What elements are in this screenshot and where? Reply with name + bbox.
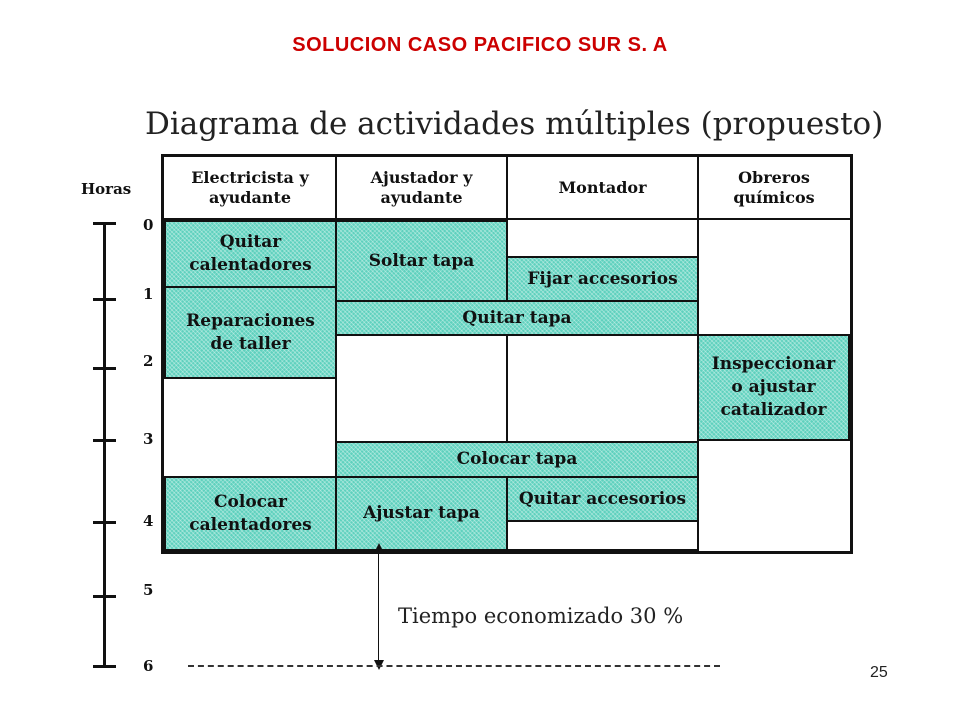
saved-time-label: Tiempo economizado 30 % xyxy=(398,604,684,628)
saved-time-arrow xyxy=(378,551,379,663)
time-tick xyxy=(93,367,116,370)
activity-soltar-tapa: Soltar tapa xyxy=(335,220,508,302)
hour-mark-0: 0 xyxy=(143,216,154,234)
activity-colocar-calentadores: Colocar calentadores xyxy=(164,476,337,551)
hour-mark-1: 1 xyxy=(143,285,154,303)
time-tick xyxy=(93,222,116,225)
hour-mark-3: 3 xyxy=(143,430,154,448)
time-tick xyxy=(93,521,116,524)
page-number: 25 xyxy=(870,664,888,681)
empty-cell xyxy=(506,520,699,551)
slide-title: SOLUCION CASO PACIFICO SUR S. A xyxy=(292,34,668,56)
time-tick xyxy=(93,595,116,598)
time-tick xyxy=(93,665,116,668)
column-header-obreros: Obreros químicos xyxy=(698,157,850,220)
hour-mark-6: 6 xyxy=(143,657,154,675)
activity-table xyxy=(161,154,853,554)
activity-quitar-accesorios: Quitar accesorios xyxy=(506,476,699,522)
activity-ajustar-tapa: Ajustar tapa xyxy=(335,476,508,551)
time-scale-line xyxy=(103,222,106,668)
hour-mark-5: 5 xyxy=(143,581,154,599)
activity-fijar-accesorios: Fijar accesorios xyxy=(506,256,699,302)
time-tick xyxy=(93,298,116,301)
activity-inspeccionar-catalizador: Inspeccionar o ajustar catalizador xyxy=(697,334,850,441)
time-tick xyxy=(93,439,116,442)
diagram-title: Diagrama de actividades múltiples (propuesto) xyxy=(145,106,884,142)
column-header-electricista: Electricista y ayudante xyxy=(164,157,336,220)
arrow-up-icon xyxy=(374,543,384,553)
activity-colocar-tapa: Colocar tapa xyxy=(335,441,699,478)
activity-reparaciones-taller: Reparaciones de taller xyxy=(164,286,337,379)
hour-mark-2: 2 xyxy=(143,352,154,370)
hour-mark-4: 4 xyxy=(143,512,154,530)
column-header-ajustador: Ajustador y ayudante xyxy=(336,157,507,220)
activity-quitar-tapa: Quitar tapa xyxy=(335,300,699,336)
column-header-montador: Montador xyxy=(507,157,698,220)
hours-axis-label: Horas xyxy=(81,180,132,198)
activity-quitar-calentadores: Quitar calentadores xyxy=(164,220,337,288)
original-end-dashed-line xyxy=(188,665,720,667)
